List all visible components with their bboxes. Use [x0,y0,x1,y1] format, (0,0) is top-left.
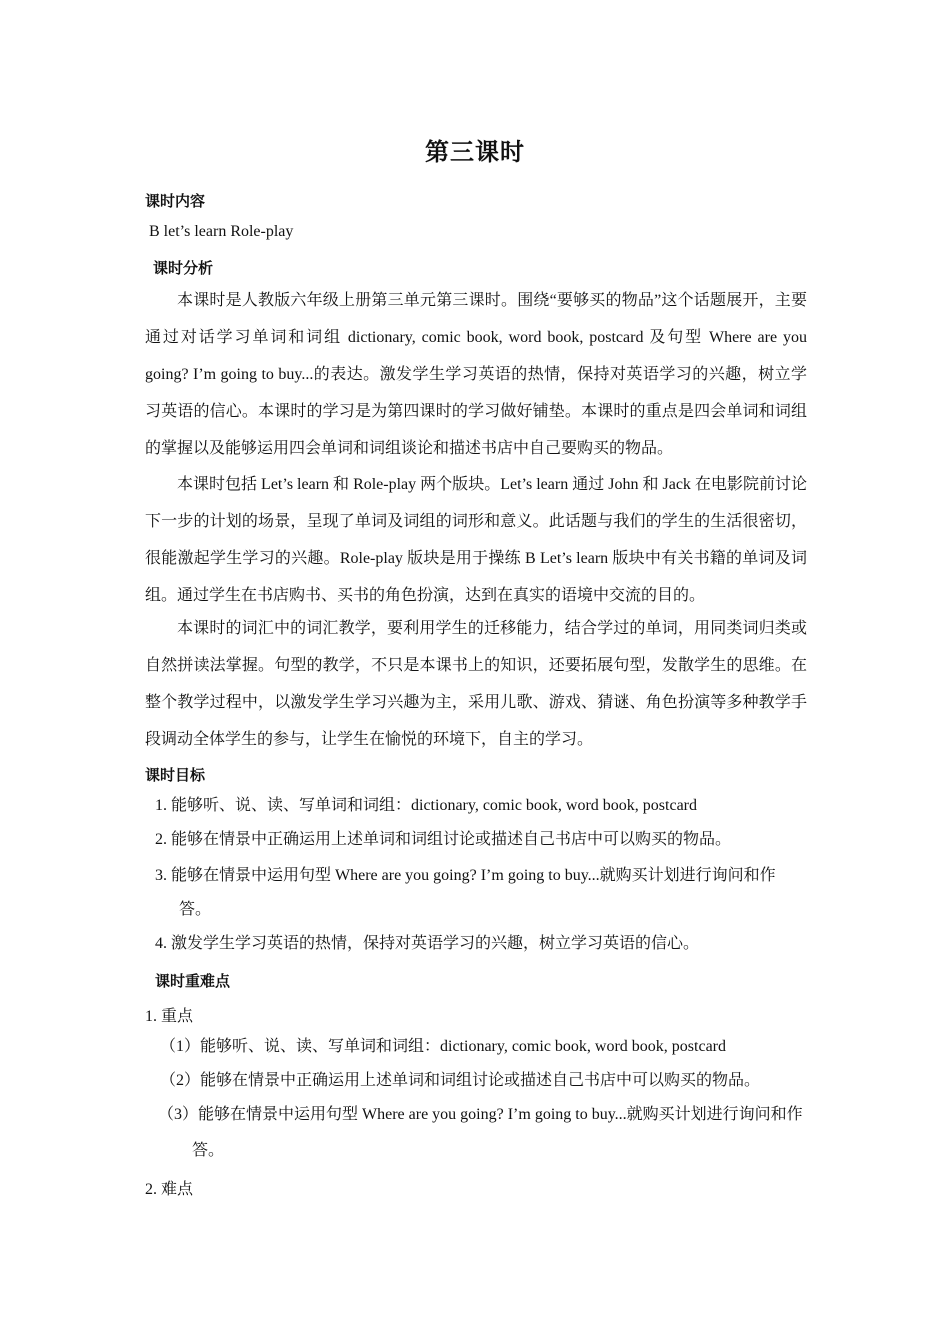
difficulty-label: 2. 难点 [145,1181,194,1198]
goal-item: 3. 能够在情景中运用句型 Where are you going? I’m going to buy...就购买计划进行询问和作答。 [155,867,776,918]
lesson-goals-heading: 课时目标 [145,766,206,784]
lesson-analysis-heading: 课时分析 [153,259,214,277]
goal-item: 2. 能够在情景中正确运用上述单词和词组讨论或描述自己书店中可以购买的物品。 [155,831,732,848]
goal-item: 4. 激发学生学习英语的热情，保持对英语学习的兴趣，树立学习英语的信心。 [155,935,700,952]
lesson-content-heading: 课时内容 [145,192,206,210]
key-points-heading: 课时重难点 [155,972,231,990]
page-title: 第三课时 [425,138,525,166]
analysis-paragraph: 本课时包括 Let’s learn 和 Role-play 两个版块。Let’s learn 通过 John 和 Jack 在电影院前讨论下一步的计划的场景，呈现了单词及词组的词形和意义。此话题与我们的学生的生活很密切，很能激起学生学习的兴趣。Role-play 版块是用于操练 B Let’s learn 版块中有关书籍的单词及词组。通过学生在书店购书、买书的角色扮演，达到在真实的语境中交流的目的。 [145,476,807,604]
focus-item: （1）能够听、说、读、写单词和词组：dictionary, comic book, word book, postcard [160,1038,727,1055]
analysis-paragraph: 本课时是人教版六年级上册第三单元第三课时。围绕“要够买的物品”这个话题展开，主要通过对话学习单词和词组 dictionary, comic book, word book, postcard 及句型 Where are you going? I’m going to buy...的表达。激发学生学习英语的热情，保持对英语学习的兴趣，树立学习英语的信心。本课时的学习是为第四课时的学习做好铺垫。本课时的重点是四会单词和词组的掌握以及能够运用四会单词和词组谈论和描述书店中自己要购买的物品。 [145,292,807,457]
lesson-content-text: B let’s learn Role-play [149,223,294,240]
focus-item: （3）能够在情景中运用句型 Where are you going? I’m going to buy...就购买计划进行询问和作答。 [158,1106,803,1159]
focus-label: 1. 重点 [145,1008,194,1025]
analysis-paragraph: 本课时的词汇中的词汇教学，要利用学生的迁移能力，结合学过的单词，用同类词归类或自然拼读法掌握。句型的教学，不只是本课书上的知识，还要拓展句型，发散学生的思维。在整个教学过程中，以激发学生学习兴趣为主，采用儿歌、游戏、猜谜、角色扮演等多种教学手段调动全体学生的参与，让学生在愉悦的环境下，自主的学习。 [145,620,807,748]
focus-item: （2）能够在情景中正确运用上述单词和词组讨论或描述自己书店中可以购买的物品。 [160,1072,761,1089]
goal-item: 1. 能够听、说、读、写单词和词组：dictionary, comic book, word book, postcard [155,797,698,814]
